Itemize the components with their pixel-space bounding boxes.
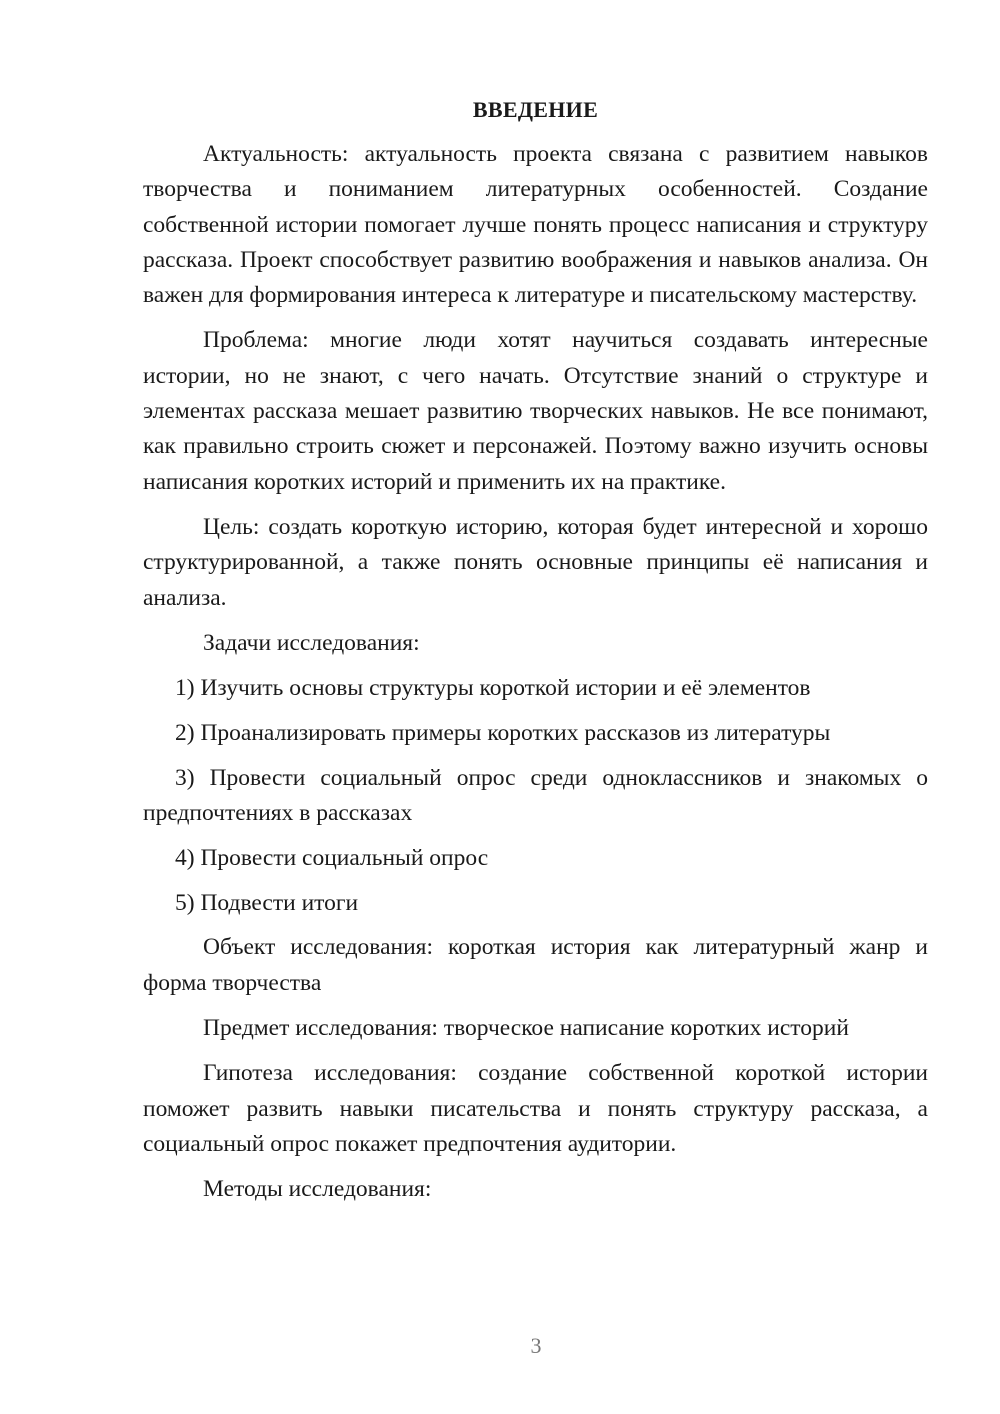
relevance-paragraph: Актуальность: актуальность проекта связана с развитием навыков творчества и пониманием литературных особенностей. Создание собственной истории помогает лучше понять процесс написания и структуру рассказа. Проект способствует развитию воображения и навыков анализа. Он важен для формирования интереса к литературе и писательскому мастерству. <box>143 141 928 309</box>
section-title: ВВЕДЕНИЕ <box>472 97 599 122</box>
page-number: 3 <box>530 1333 542 1358</box>
task-item-1: 1) Изучить основы структуры короткой истории и её элементов <box>175 675 811 702</box>
object-paragraph: Объект исследования: короткая история как литературный жанр и форма творчества <box>143 934 928 996</box>
methods-heading: Методы исследования: <box>203 1176 432 1203</box>
tasks-heading: Задачи исследования: <box>203 629 420 656</box>
tasks-list <box>143 671 928 921</box>
document-page <box>143 92 928 1218</box>
task-item-2: 2) Проанализировать примеры коротких рассказов из литературы <box>175 719 831 746</box>
task-item-5: 5) Подвести итоги <box>175 889 359 916</box>
goal-paragraph: Цель: создать короткую историю, которая будет интересной и хорошо структурированной, а также понять основные принципы её написания и анализа. <box>143 513 928 611</box>
task-item-4: 4) Провести социальный опрос <box>175 844 489 871</box>
subject-paragraph: Предмет исследования: творческое написание коротких историй <box>203 1015 849 1042</box>
task-item-3: 3) Провести социальный опрос среди одноклассников и знакомых о предпочтениях в рассказах <box>143 764 928 827</box>
problem-paragraph: Проблема: многие люди хотят научиться создавать интересные истории, но не знают, с чего начать. Отсутствие знаний о структуре и элементах рассказа мешает развитию творческих навыков. Не все понимают, как правильно строить сюжет и персонажей. Поэтому важно изучить основы написания коротких историй и применить их на практике. <box>143 327 928 495</box>
hypothesis-paragraph: Гипотеза исследования: создание собственной короткой истории поможет развить навыки писательства и понять структуру рассказа, а социальный опрос покажет предпочтения аудитории. <box>143 1060 928 1157</box>
